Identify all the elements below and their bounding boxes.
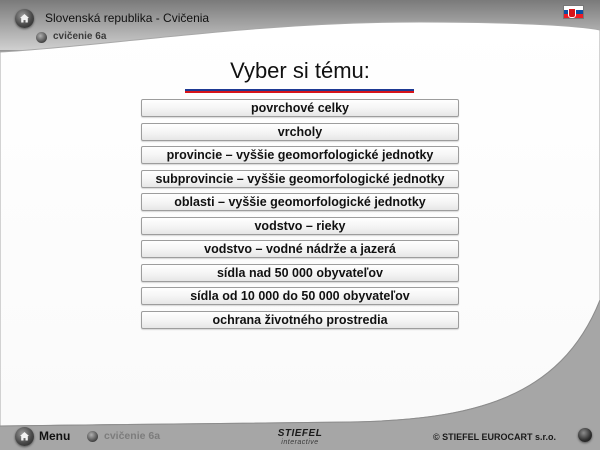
topic-menu — [141, 99, 459, 334]
home-icon — [19, 431, 30, 442]
copyright: © STIEFEL EUROCART s.r.o. — [433, 432, 556, 442]
exercise-subtitle: cvičenie 6a — [53, 31, 107, 42]
page-title: Vyber si tému: — [230, 58, 370, 83]
topic-button[interactable]: vodstvo – vodné nádrže a jazerá — [141, 240, 459, 258]
slovak-flag-icon[interactable] — [563, 5, 584, 19]
topic-button[interactable]: sídla od 10 000 do 50 000 obyvateľov — [141, 287, 459, 305]
brand-tagline: interactive — [281, 439, 319, 446]
topic-button[interactable]: povrchové celky — [141, 99, 459, 117]
brand-name: STIEFEL — [277, 428, 323, 439]
bullet-icon — [36, 32, 47, 43]
home-icon — [19, 13, 30, 24]
menu-link[interactable]: Menu — [39, 429, 71, 443]
footer-exercise-label: cvičenie 6a — [104, 430, 161, 442]
topic-button[interactable]: ochrana životného prostredia — [141, 311, 459, 329]
home-button[interactable] — [15, 9, 34, 28]
topic-button[interactable]: vodstvo – rieky — [141, 217, 459, 235]
stiefel-logo — [268, 429, 332, 447]
topic-button[interactable]: subprovincie – vyššie geomorfologické jednotky — [141, 170, 459, 188]
topic-button[interactable]: vrcholy — [141, 123, 459, 141]
exit-button[interactable] — [578, 428, 592, 442]
bullet-icon — [87, 431, 98, 442]
tricolor-divider — [185, 87, 414, 93]
topic-button[interactable]: oblasti – vyššie geomorfologické jednotky — [141, 193, 459, 211]
app-title: Slovenská republika - Cvičenia — [45, 11, 210, 25]
menu-home-button[interactable] — [15, 427, 34, 446]
topic-button[interactable]: sídla nad 50 000 obyvateľov — [141, 264, 459, 282]
topic-button[interactable]: provincie – vyššie geomorfologické jednotky — [141, 146, 459, 164]
